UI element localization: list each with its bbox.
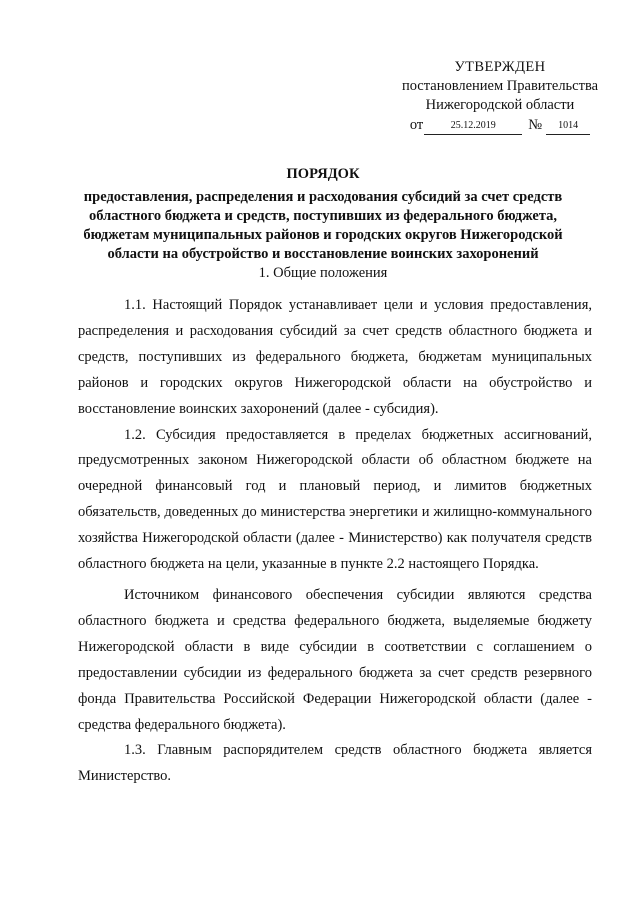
document-body	[78, 293, 592, 790]
paragraph-funding-source: Источником финансового обеспечения субсидии являются средства областного бюджета и средства федерального бюджета, выделяемые бюджету Нижегородской области в виде субсидии в соответствии с соглашением о предоставлении субсидии из федерального бюджета за счет средств резервного фонда Правительства Российской Федерации Нижегородской области (далее - средства федерального бюджета).	[78, 586, 592, 733]
decree-number: 1014	[546, 120, 590, 135]
from-label: от	[409, 117, 424, 133]
section-heading: 1. Общие положения	[258, 265, 388, 281]
document-title: ПОРЯДОК	[286, 166, 360, 182]
decree-date: 25.12.2019	[424, 120, 522, 135]
approval-line-2: Нижегородской области	[425, 97, 575, 113]
paragraph-1-1: 1.1. Настоящий Порядок устанавливает цели и условия предоставления, распределения и расходования субсидий за счет средств областного бюджета и средств, поступивших из федерального бюджета, бюджетам муниципальных районов и городских округов Нижегородской области на обустройство и восстановление воинских захоронений (далее - субсидия).	[78, 297, 592, 417]
document-subtitle: предоставления, распределения и расходования субсидий за счет средств областного бюджета и средств, поступивших из федерального бюджета, бюджетам муниципальных районов и городских округов Нижегородской области на обустройство и восстановление воинских захоронений	[83, 189, 563, 262]
paragraph-1-3: 1.3. Главным распорядителем средств областного бюджета является Министерство.	[78, 742, 592, 785]
decree-line	[380, 116, 620, 135]
approval-line-1: постановлением Правительства	[401, 78, 599, 94]
approval-stamp	[380, 58, 620, 135]
approval-title: УТВЕРЖДЕН	[454, 59, 546, 75]
document-title-block	[78, 165, 568, 264]
number-sign: №	[528, 117, 543, 133]
paragraph-1-2: 1.2. Субсидия предоставляется в пределах бюджетных ассигнований, предусмотренных законом Нижегородской области об областном бюджете на очередной финансовый год и плановый период, и лимитов бюджетных обязательств, доведенных до министерства энергетики и жилищно-коммунального хозяйства Нижегородской области (далее - Министерство) как получателя средств областного бюджета на цели, указанные в пункте 2.2 настоящего Порядка.	[78, 426, 592, 573]
